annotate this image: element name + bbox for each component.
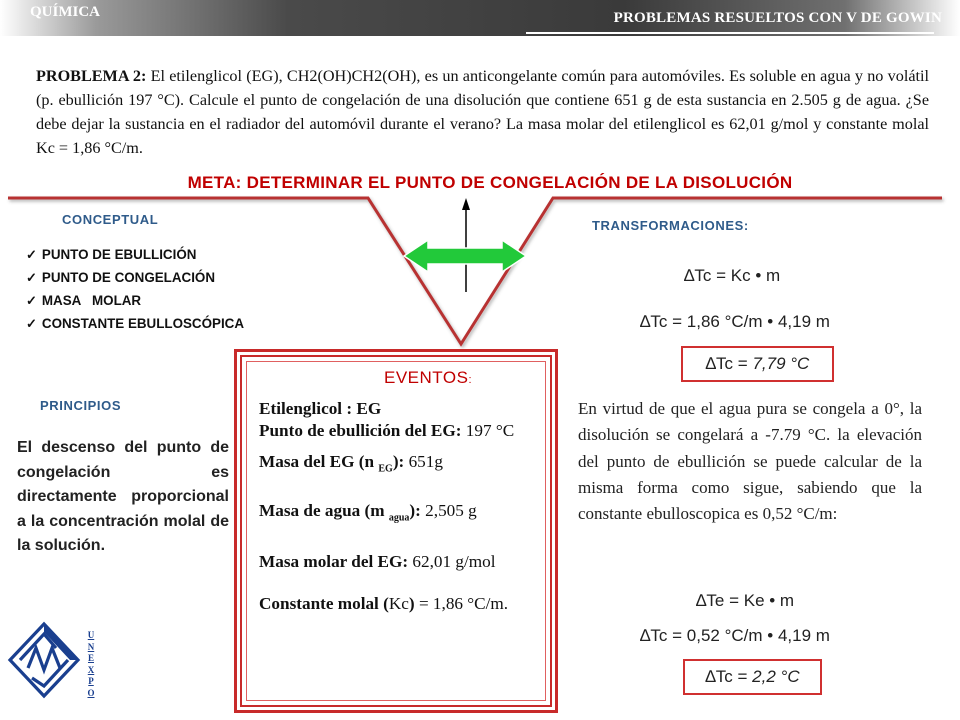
eventos-body: [259, 398, 549, 615]
header-title: PROBLEMAS RESUELTOS CON V DE GOWIN: [613, 10, 942, 26]
event-line: Masa molar del EG: 62,01 g/mol: [259, 551, 496, 571]
check-icon: ✓: [26, 293, 37, 308]
conceptual-checklist: [26, 243, 244, 335]
unexpo-vertical-text: U N E X P O: [87, 630, 95, 698]
check-icon: ✓: [26, 247, 37, 262]
event-line: Masa del EG (n $_{EG}$): 651g: [259, 452, 443, 475]
transformaciones-heading: TRANSFORMACIONES:: [592, 218, 749, 233]
check-icon: ✓: [26, 270, 37, 285]
double-arrow-icon: [404, 240, 526, 272]
equation-boiling-formula: ∆Te = Ke • m: [696, 591, 795, 610]
event-line: Punto de ebullición del EG: 197 °C: [259, 421, 515, 440]
meta-goal: META: DETERMINAR EL PUNTO DE CONGELACIÓN DE LA DISOLUCIÓN: [187, 173, 793, 192]
event-line: Masa de agua (m $_{agua}$): 2,505 g: [259, 501, 477, 524]
explanation-text: En virtud de que el agua pura se congela a 0°, la disolución se congelará a -7.79 °C. la elevación del punto de ebullición se puede calcular de la misma forma como sigue, sabiendo que la constante ebulloscopica es 0,52 °C/m:: [578, 399, 922, 524]
problem-label: PROBLEMA 2:: [36, 67, 147, 85]
result-freezing-box: ∆Tc = 7,79 °C: [681, 346, 834, 382]
checklist-item: ✓ PUNTO DE EBULLICIÓN: [26, 247, 197, 262]
equation-boiling-substituted: ∆Tc = 0,52 °C/m • 4,19 m: [640, 626, 830, 645]
checklist-item: ✓ PUNTO DE CONGELACIÓN: [26, 270, 216, 285]
header-subject: QUÍMICA: [30, 4, 100, 20]
event-line: Constante molal (Kc) = 1,86 °C/m.: [259, 593, 509, 613]
equation-freezing-substituted: ∆Tc = 1,86 °C/m • 4,19 m: [640, 312, 830, 331]
unexpo-logo-icon: [6, 620, 82, 700]
checklist-item: ✓ CONSTANTE EBULLOSCÓPICA: [26, 316, 245, 331]
eventos-title: EVENTOS:: [384, 368, 472, 387]
check-icon: ✓: [26, 316, 37, 331]
problem-text: El etilenglicol (EG), CH2(OH)CH2(OH), es un anticongelante común para automóviles. Es soluble en agua y no volátil (p. ebullición 197 °C). Calcule el punto de congelación de una disolución que contiene 651 g de esta sustancia en 2.505 g de agua. ¿Se debe dejar la sustancia en el radiador del automóvil durante el verano? La masa molar del etilenglicol es 62,01 g/mol y constante molal Kc = 1,86 °C/m.: [36, 67, 929, 157]
equation-freezing-formula: ∆Tc = Kc • m: [684, 266, 781, 285]
conceptual-heading: CONCEPTUAL: [62, 212, 159, 227]
principios-heading: PRINCIPIOS: [40, 398, 122, 413]
event-line: Etilenglicol : EG: [259, 399, 382, 418]
result-boiling-box: ∆Tc = 2,2 °C: [683, 659, 822, 695]
vertical-arrow-head-icon: [462, 198, 470, 210]
checklist-item: ✓ MASA MOLAR: [26, 293, 142, 308]
principle-text: El descenso del punto de congelación es directamente proporcional a la concentración molal de la solución.: [17, 439, 229, 554]
